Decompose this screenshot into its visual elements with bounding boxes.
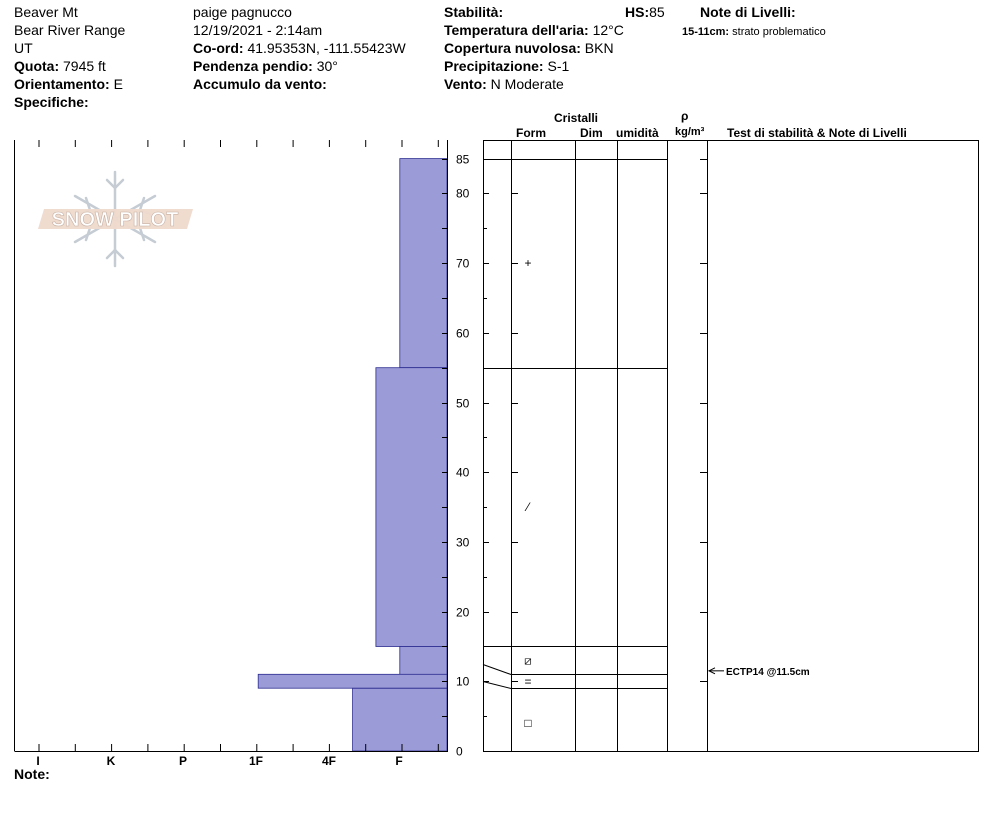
hardness-label-4F: 4F bbox=[321, 754, 337, 768]
hardness-bar-5 bbox=[353, 688, 447, 751]
hardness-label-F: F bbox=[395, 754, 403, 768]
grain-form-3: ⧄ bbox=[524, 653, 532, 668]
hardness-bar-4 bbox=[258, 674, 447, 688]
depth-axis bbox=[456, 153, 470, 759]
orient-value: E bbox=[113, 76, 123, 92]
depth-label-40: 40 bbox=[456, 465, 470, 480]
hardness-bar-2 bbox=[376, 368, 447, 647]
depth-label-10: 10 bbox=[456, 674, 470, 689]
temp-label: Temperatura dell'aria: bbox=[444, 22, 589, 38]
coord-label: Co-ord: bbox=[193, 40, 244, 56]
form-header: Form bbox=[516, 126, 546, 140]
snowpilot-logo bbox=[38, 172, 193, 266]
depth-label-85: 85 bbox=[456, 152, 470, 167]
precip-label: Precipitazione: bbox=[444, 58, 544, 74]
hardness-axis bbox=[36, 754, 402, 768]
grain-forms bbox=[524, 256, 532, 730]
accumulo-label: Accumulo da vento: bbox=[193, 76, 327, 92]
top-ticks bbox=[39, 140, 438, 147]
note-livelli-text: strato problematico bbox=[732, 26, 826, 38]
depth-label-0: 0 bbox=[456, 744, 463, 759]
date-time: 12/19/2021 - 2:14am bbox=[193, 22, 323, 38]
hardness-bar-1 bbox=[400, 159, 447, 368]
orient-label: Orientamento: bbox=[14, 76, 110, 92]
copertura-value: BKN bbox=[584, 40, 614, 56]
depth-label-50: 50 bbox=[456, 396, 470, 411]
depth-label-60: 60 bbox=[456, 326, 470, 341]
hardness-profile bbox=[258, 159, 447, 751]
location-name: Beaver Mt bbox=[14, 4, 78, 20]
grain-form-4: = bbox=[524, 674, 532, 689]
copertura-label: Copertura nuvolosa: bbox=[444, 40, 581, 56]
grain-form-5: □ bbox=[524, 716, 532, 731]
vento-label: Vento: bbox=[444, 76, 487, 92]
pendenza-label: Pendenza pendio: bbox=[193, 58, 313, 74]
pendenza-value: 30° bbox=[316, 58, 338, 74]
rho-header: ρ bbox=[681, 109, 689, 123]
depth-label-30: 30 bbox=[456, 535, 470, 550]
hs-label: HS: bbox=[625, 4, 650, 20]
test-note-header: Test di stabilità & Note di Livelli bbox=[727, 126, 907, 140]
precip-value: S-1 bbox=[547, 58, 570, 74]
depth-label-80: 80 bbox=[456, 186, 470, 201]
stability-test-label: ECTP14 @11.5cm bbox=[726, 666, 810, 678]
vento-value: N Moderate bbox=[490, 76, 564, 92]
coord-value: 41.95353N, -111.55423W bbox=[247, 40, 406, 56]
specifiche-label: Specifiche: bbox=[14, 94, 89, 110]
hardness-label-P: P bbox=[178, 754, 188, 768]
stabilita-label: Stabilità: bbox=[444, 4, 504, 20]
observer-name: paige pagnucco bbox=[193, 4, 292, 20]
range-name: Bear River Range bbox=[14, 22, 126, 38]
density-unit-header: kg/m³ bbox=[675, 126, 705, 138]
umidita-header: umidità bbox=[616, 126, 659, 140]
crystal-table-frame bbox=[484, 140, 979, 752]
hardness-label-1F: 1F bbox=[248, 754, 264, 768]
hardness-label-I: I bbox=[36, 754, 40, 768]
stability-test-marker bbox=[709, 667, 810, 678]
depth-label-20: 20 bbox=[456, 605, 470, 620]
depth-label-70: 70 bbox=[456, 256, 470, 271]
note-livelli-label: Note di Livelli: bbox=[700, 4, 796, 20]
grain-form-1: + bbox=[524, 256, 532, 271]
hardness-bar-3 bbox=[400, 647, 447, 675]
grain-form-2: ⁄ bbox=[526, 500, 530, 515]
dim-header: Dim bbox=[580, 126, 603, 140]
hardness-label-K: K bbox=[106, 754, 116, 768]
quota-label: Quota: bbox=[14, 58, 60, 74]
temp-value: 12°C bbox=[592, 22, 624, 38]
snowpilot-logo-text: SNOW PILOT bbox=[51, 209, 179, 231]
cristalli-header: Cristalli bbox=[554, 111, 599, 125]
quota-value: 7945 ft bbox=[63, 58, 106, 74]
state-name: UT bbox=[14, 40, 33, 56]
note-livelli-depth: 15-11cm: bbox=[682, 26, 730, 38]
hs-value: 85 bbox=[649, 4, 665, 20]
right-depth-ticks bbox=[483, 160, 707, 752]
note-label: Note: bbox=[14, 766, 50, 782]
